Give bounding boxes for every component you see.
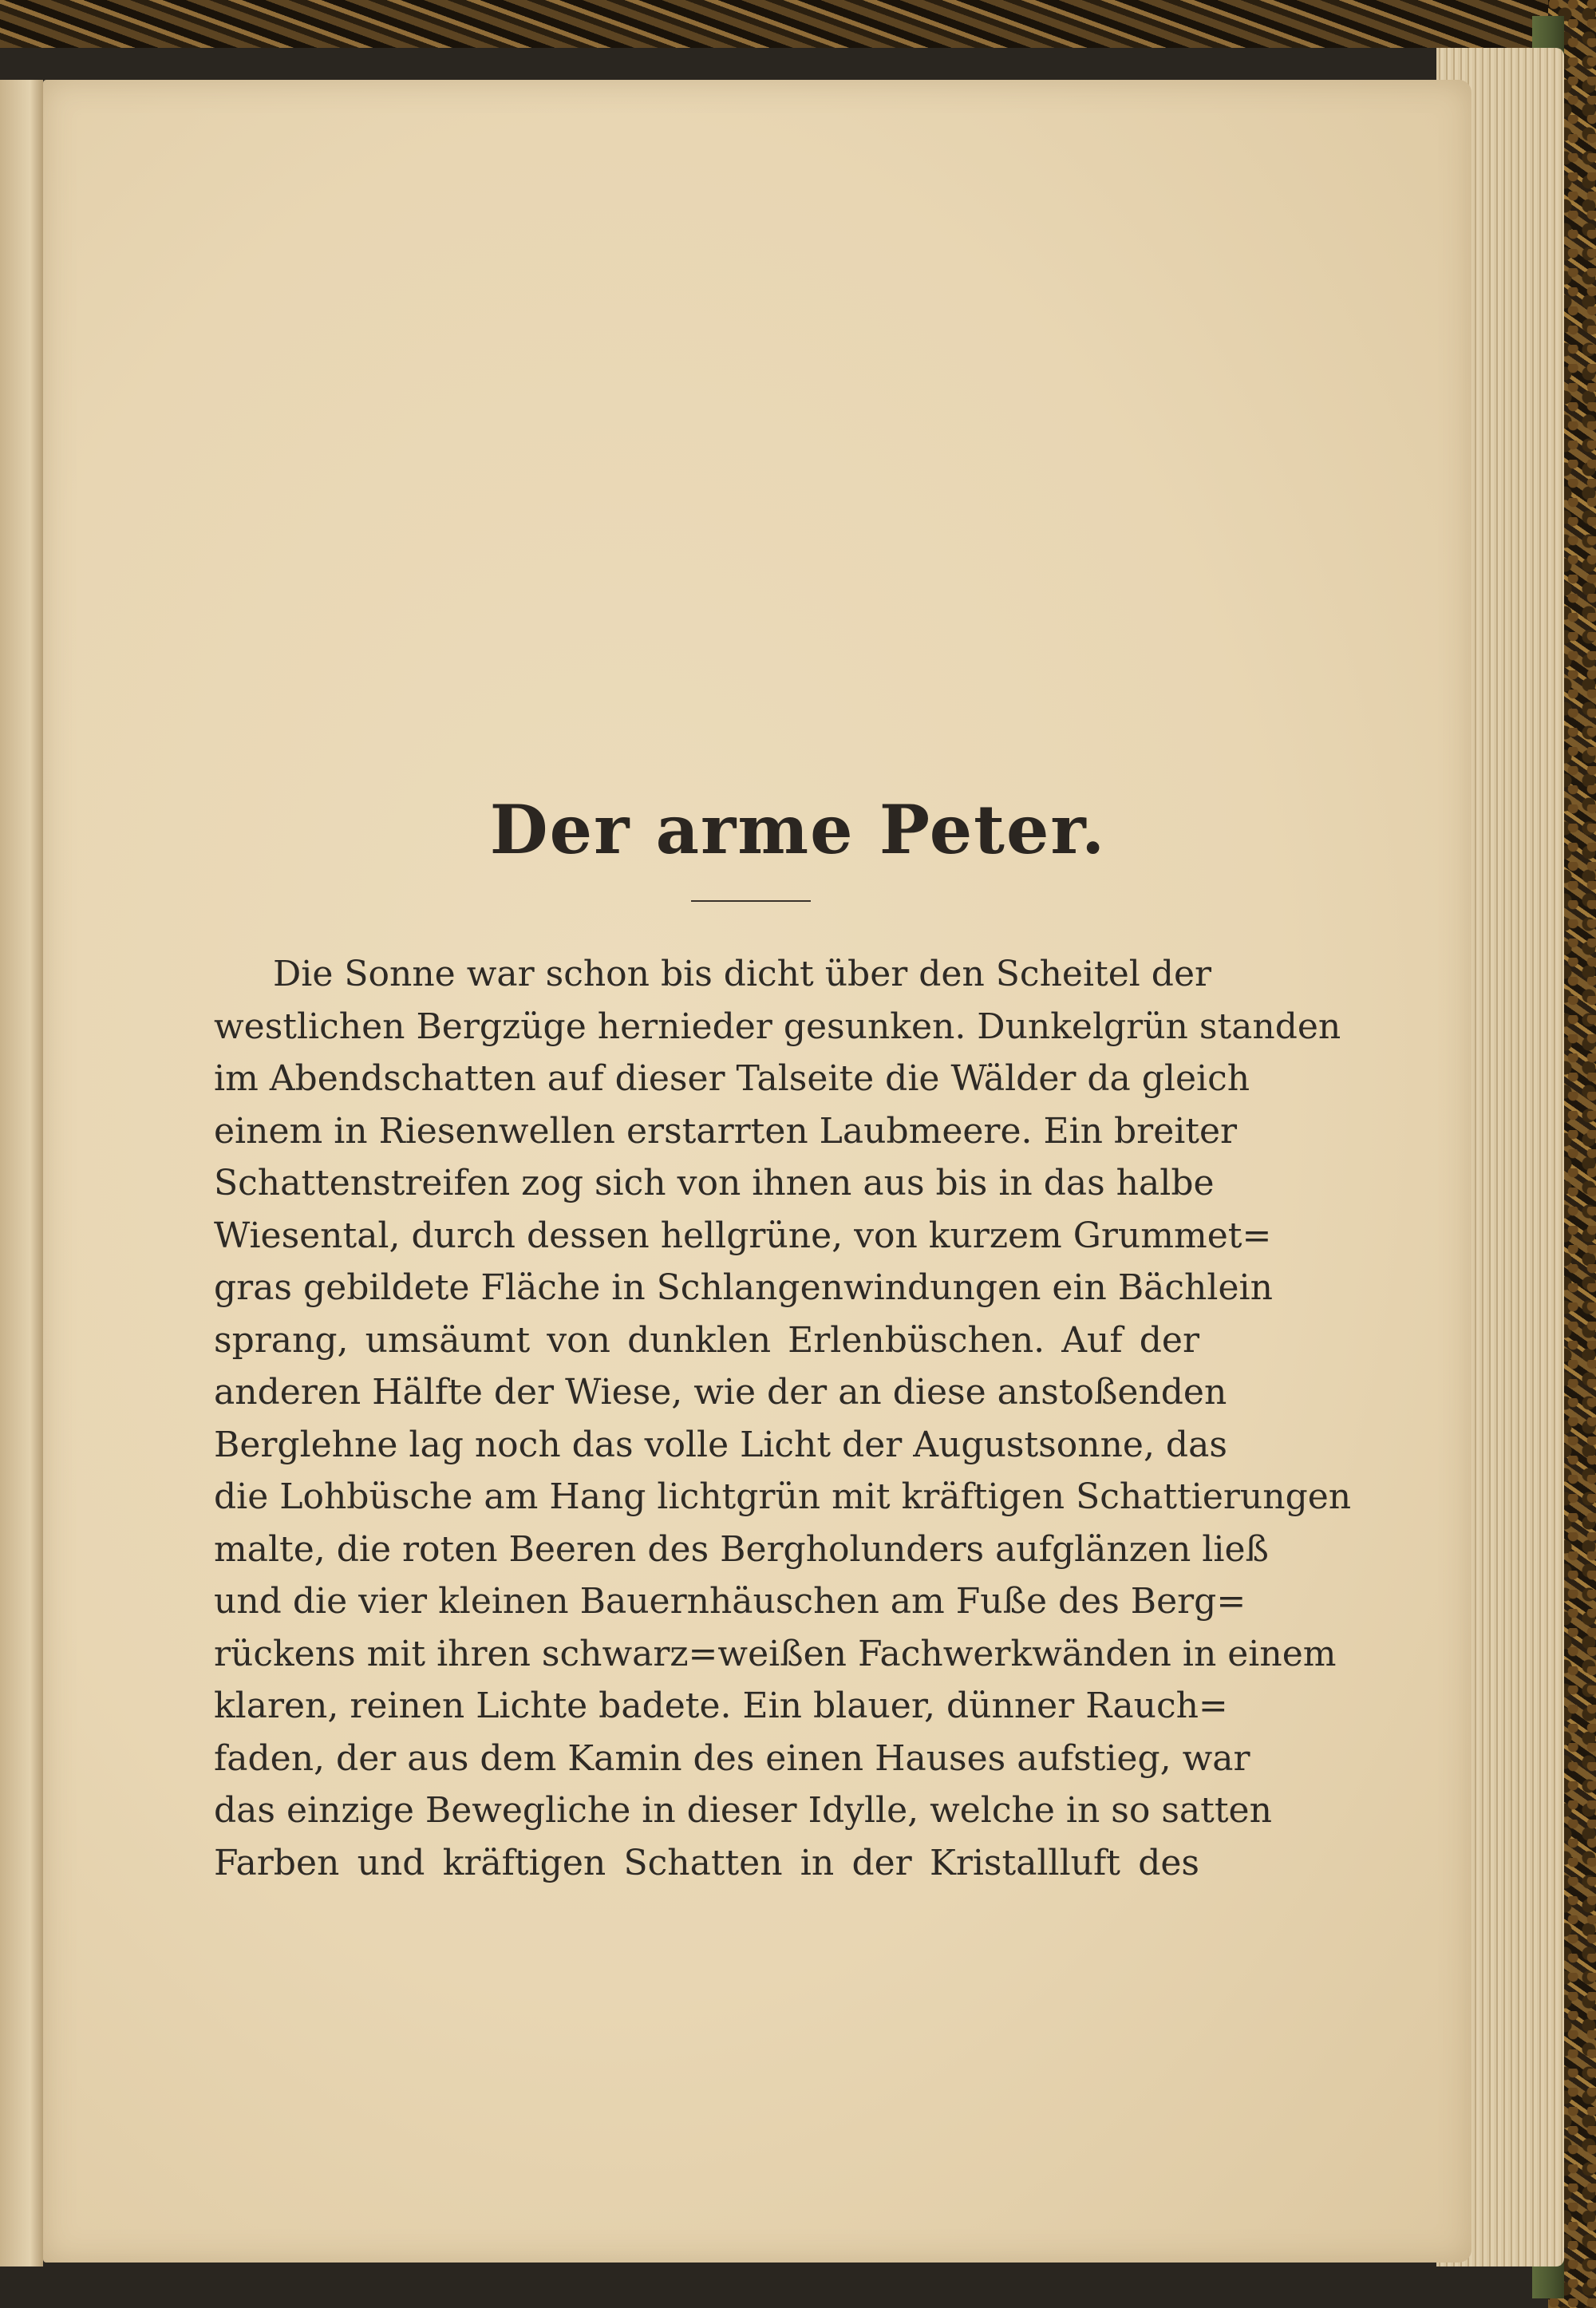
- text-line: einem in Riesenwellen erstarrten Laubmeere. Ein breiter: [214, 1110, 1238, 1152]
- text-line: Wiesental, durch dessen hellgrüne, von kurzem Grummet=: [214, 1215, 1272, 1256]
- text-line: und die vier kleinen Bauernhäuschen am Fuße des Berg=: [214, 1581, 1246, 1622]
- text-line: rückens mit ihren schwarz=weißen Fachwerkwänden in einem: [214, 1633, 1337, 1674]
- text-line: sprang, umsäumt von dunklen Erlenbüschen. Auf der: [214, 1319, 1199, 1361]
- marbled-cover-top: [0, 0, 1596, 48]
- text-line: Berglehne lag noch das volle Licht der Augustsonne, das: [214, 1424, 1227, 1465]
- text-line: anderen Hälfte der Wiese, wie der an diese anstoßenden: [214, 1372, 1227, 1413]
- text-line: malte, die roten Beeren des Bergholunders aufglänzen ließ: [214, 1528, 1269, 1570]
- text-line: faden, der aus dem Kamin des einen Hauses aufstieg, war: [214, 1737, 1250, 1779]
- text-line: im Abendschatten auf dieser Talseite die Wälder da gleich: [214, 1058, 1250, 1099]
- text-line: klaren, reinen Lichte badete. Ein blauer, dünner Rauch=: [214, 1686, 1228, 1726]
- text-line: Farben und kräftigen Schatten in der Kristallluft des: [214, 1842, 1199, 1883]
- text-line: die Lohbüsche am Hang lichtgrün mit kräftigen Schattierungen: [214, 1476, 1352, 1517]
- body-text: [214, 948, 1352, 1889]
- chapter-title: Der arme Peter.: [489, 790, 1107, 869]
- text-line: westlichen Bergzüge hernieder gesunken. Dunkelgrün standen: [214, 1006, 1341, 1047]
- text-line: Schattenstreifen zog sich von ihnen aus bis in das halbe: [214, 1163, 1215, 1203]
- title-rule: [691, 900, 811, 902]
- text-line: gras gebildete Fläche in Schlangenwindungen ein Bächlein: [214, 1267, 1273, 1308]
- text-line: das einzige Bewegliche in dieser Idylle, welche in so satten: [214, 1790, 1272, 1831]
- previous-page-edge: [0, 80, 43, 2267]
- text-line: Die Sonne war schon bis dicht über den Scheitel der: [273, 954, 1212, 994]
